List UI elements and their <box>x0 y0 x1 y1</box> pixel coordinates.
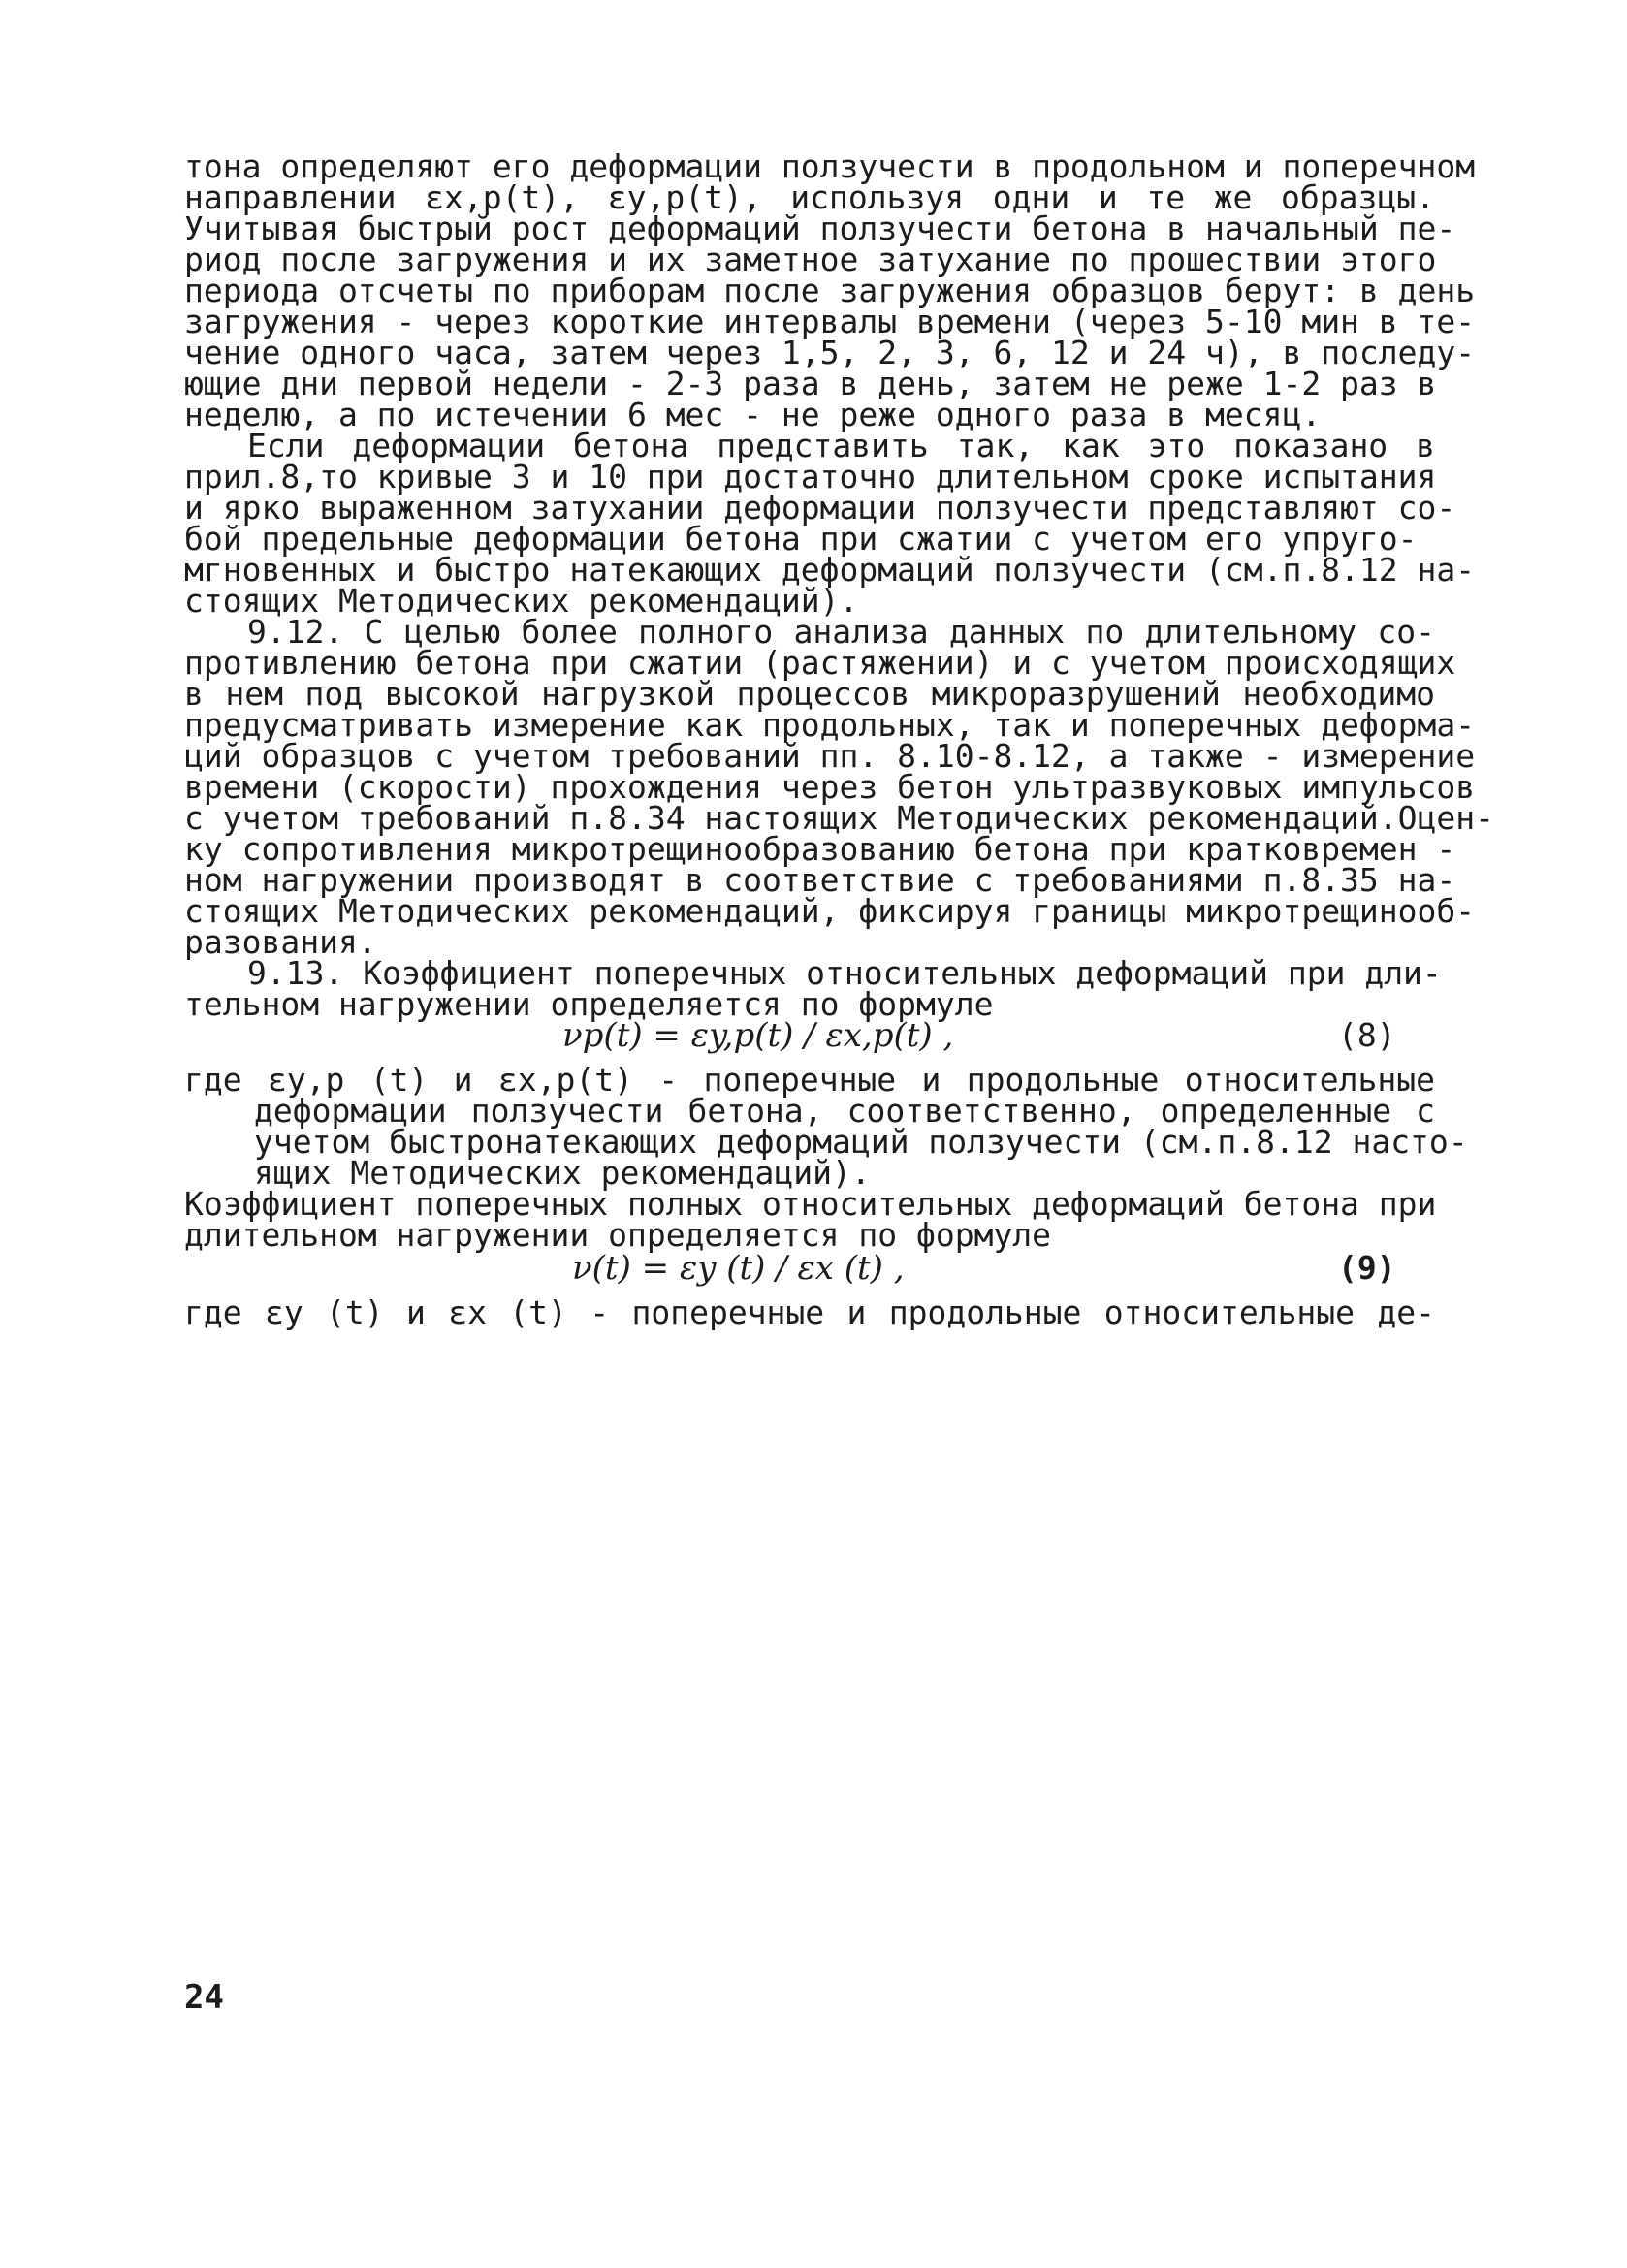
text-line: прил.8,то кривые 3 и 10 при достаточно длительном сроке испытания <box>184 458 1437 495</box>
text-line: в нем под высокой нагрузкой процессов микроразрушений необходимо <box>184 675 1435 713</box>
formula-number-9: (9) <box>1338 1249 1396 1287</box>
text-line: периода отсчеты по приборам после загружения образцов берут: в день <box>184 272 1476 309</box>
text-line: разования. <box>184 923 377 961</box>
text-line: с учетом требований п.8.34 настоящих Методических рекомендаций.Оцен- <box>184 799 1495 837</box>
page-number: 24 <box>184 1978 224 2017</box>
text-line: времени (скорости) прохождения через бетон ультразвуковых импульсов <box>184 768 1476 806</box>
text-line: ящих Методических рекомендаций). <box>254 1154 871 1192</box>
text-line: бой предельные деформации бетона при сжатии с учетом его упруго- <box>184 520 1418 558</box>
text-line: загружения - через короткие интервалы времени (через 5-10 мин в те- <box>184 303 1476 340</box>
text-line: предусматривать измерение как продольных, так и поперечных деформа- <box>184 706 1476 744</box>
text-line: где εy,p (t) и εx,p(t) - поперечные и продольные относительные <box>184 1061 1435 1099</box>
formula-number-8: (8) <box>1338 1016 1396 1054</box>
text-line: ций образцов с учетом требований пп. 8.10-8.12, а также - измерение <box>184 737 1476 775</box>
text-line: учетом быстронатекающих деформаций ползучести (см.п.8.12 насто- <box>254 1123 1468 1161</box>
text-line: длительном нагружении определяется по формуле <box>184 1216 1052 1254</box>
text-line: где εy (t) и εx (t) - поперечные и продольные относительные де- <box>184 1294 1435 1331</box>
text-line: ющие дни первой недели - 2-3 раза в день, затем не реже 1-2 раз в <box>184 365 1437 402</box>
formula-8: νp(t) = εy,p(t) / εx,p(t) , <box>562 1016 954 1055</box>
text-line: 9.12. С целью более полного анализа данных по длительному со- <box>247 613 1435 651</box>
text-line: мгновенных и быстро натекающих деформаций ползучести (см.п.8.12 на- <box>184 551 1476 589</box>
text-line: и ярко выраженном затухании деформации ползучести представляют со- <box>184 489 1456 527</box>
text-line: стоящих Методических рекомендаций, фиксируя границы микротрещинооб- <box>184 892 1476 930</box>
text-line: направлении εx,p(t), εy,p(t), используя одни и те же образцы. <box>184 178 1435 216</box>
text-line: чение одного часа, затем через 1,5, 2, 3, 6, 12 и 24 ч), в последу- <box>184 334 1476 371</box>
text-line: ном нагружении производят в соответствие с требованиями п.8.35 на- <box>184 861 1456 899</box>
text-line: стоящих Методических рекомендаций). <box>184 582 859 620</box>
text-line: неделю, а по истечении 6 мес - не реже одного раза в месяц. <box>184 396 1322 433</box>
text-line: риод после загружения и их заметное затухание по прошествии этого <box>184 240 1437 278</box>
text-line: Учитывая быстрый рост деформаций ползучести бетона в начальный пе- <box>184 209 1456 247</box>
text-line: противлению бетона при сжатии (растяжении) и с учетом происходящих <box>184 644 1456 682</box>
text-line: 9.13. Коэффициент поперечных относительных деформаций при дли- <box>247 954 1442 992</box>
text-line: Если деформации бетона представить так, как это показано в <box>247 427 1435 464</box>
text-line: тона определяют его деформации ползучести в продольном и поперечном <box>184 147 1476 185</box>
formula-9: ν(t) = εy (t) / εx (t) , <box>572 1249 905 1288</box>
text-line: Коэффициент поперечных полных относительных деформаций бетона при <box>184 1185 1437 1223</box>
text-line: ку сопротивления микротрещинообразованию бетона при кратковремен - <box>184 830 1456 868</box>
text-line: тельном нагружении определяется по формуле <box>184 985 994 1023</box>
text-line: деформации ползучести бетона, соответственно, определенные с <box>254 1092 1435 1130</box>
